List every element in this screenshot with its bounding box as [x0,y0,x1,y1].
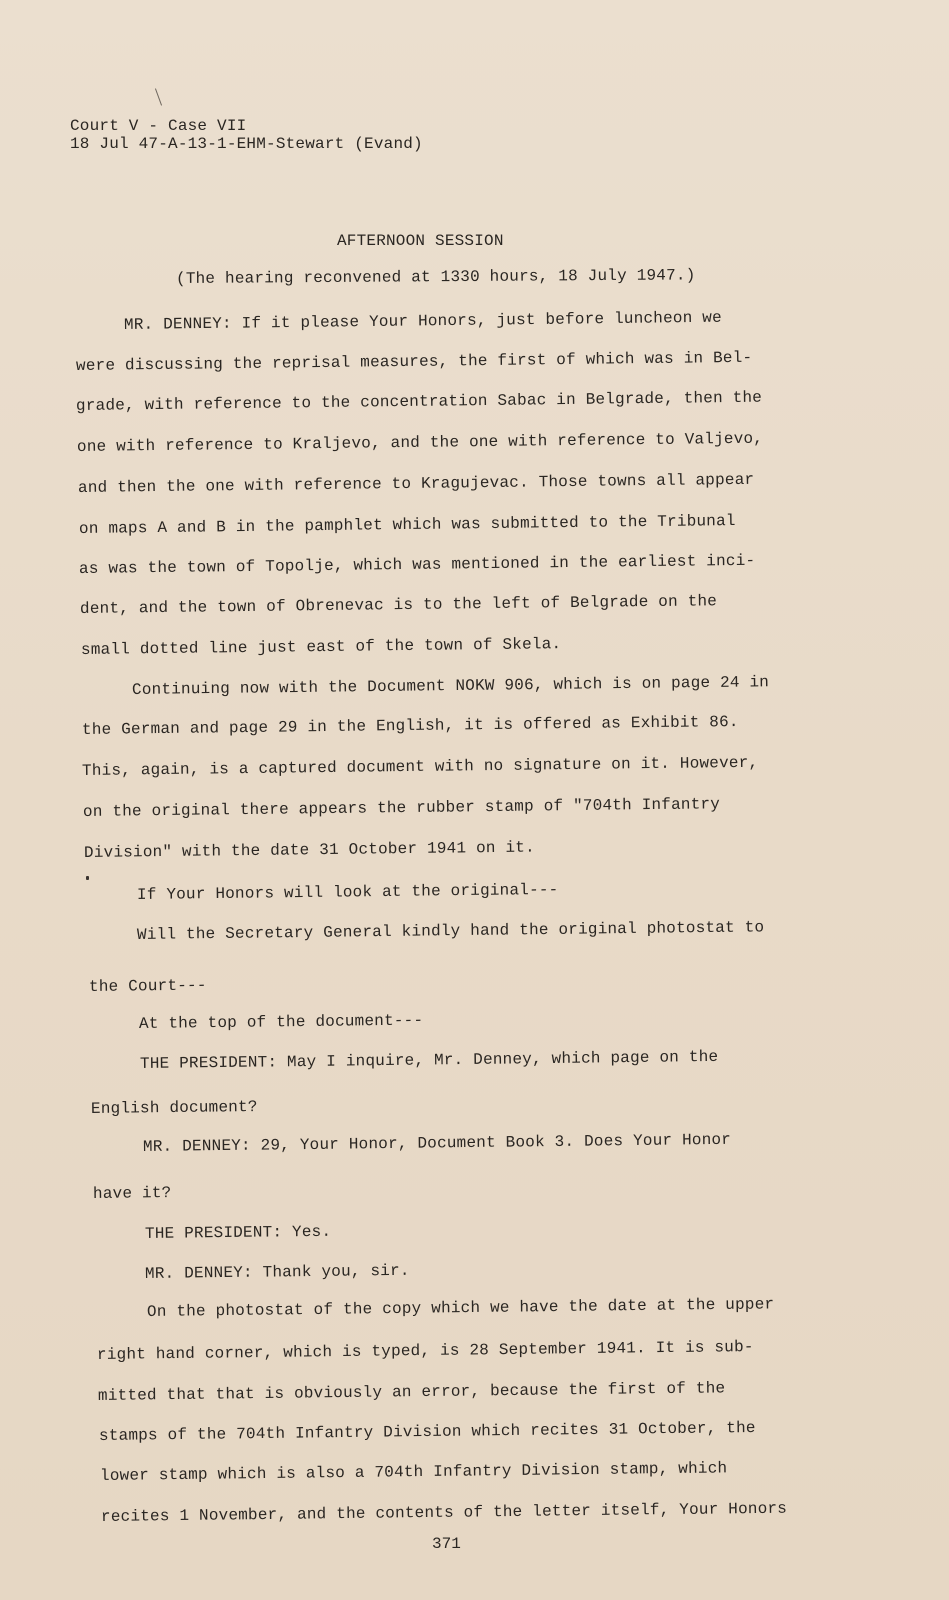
transcript-line: have it? [92,1184,172,1203]
transcript-line: recites 1 November, and the contents of the letter itself, Your Honors [100,1499,788,1526]
transcript-line: on the original there appears the rubber stamp of "704th Infantry [82,795,721,821]
transcript-line: THE PRESIDENT: May I inquire, Mr. Denney, which page on the [139,1047,719,1073]
pen-mark [155,88,162,105]
transcript-line: Continuing now with the Document NOKW 906, which is on page 24 in [131,673,770,699]
transcript-line: stamps of the 704th Infantry Division which recites 31 October, the [98,1418,756,1445]
transcript-line: right hand corner, which is typed, is 28 September 1941. It is sub- [96,1337,754,1364]
transcript-line: the Court--- [88,976,207,996]
ink-dot [86,876,89,880]
transcript-line: MR. DENNEY: Thank you, sir. [144,1261,410,1283]
transcript-line: Will the Secretary General kindly hand the original photostat to [136,918,765,944]
transcript-line: grade, with reference to the concentration Sabac in Belgrade, then the [75,388,763,415]
header-case: Court V - Case VII [70,117,247,135]
session-title: AFTERNOON SESSION [337,232,504,250]
opening-note: (The hearing reconvened at 1330 hours, 18 July 1947.) [175,266,696,288]
transcript-line: THE PRESIDENT: Yes. [144,1222,332,1243]
transcript-line: the German and page 29 in the English, it is offered as Exhibit 86. [81,712,739,739]
transcript-line: At the top of the document--- [138,1011,424,1033]
transcript-line: small dotted line just east of the town of Skela. [80,635,562,659]
transcript-line: were discussing the reprisal measures, the first of which was in Bel- [75,348,753,375]
transcript-line: and then the one with reference to Kragujevac. Those towns all appear [77,470,755,497]
transcript-line: lower stamp which is also a 704th Infantry Division stamp, which [99,1459,728,1485]
transcript-line: English document? [90,1097,258,1118]
transcript-line: on maps A and B in the pamphlet which was submitted to the Tribunal [78,511,736,538]
transcript-line: mitted that that is obviously an error, because the first of the [97,1379,726,1405]
transcript-line: MR. DENNEY: If it please Your Honors, just before luncheon we [123,308,722,334]
transcript-line: dent, and the town of Obrenevac is to the left of Belgrade on the [79,592,718,618]
transcript-line: Division" with the date 31 October 1941 on it. [83,838,535,862]
page-number: 371 [432,1535,461,1553]
transcript-line: one with reference to Kraljevo, and the one with reference to Valjevo, [76,429,764,456]
transcript-line: MR. DENNEY: 29, Your Honor, Document Book 3. Does Your Honor [142,1130,732,1156]
transcript-line: as was the town of Topolje, which was mentioned in the earliest inci- [78,551,756,578]
transcript-line: On the photostat of the copy which we have the date at the upper [146,1295,775,1321]
transcript-line: This, again, is a captured document with no signature on it. However, [81,753,759,780]
transcript-line: If Your Honors will look at the original--- [136,880,559,904]
header-reference: 18 Jul 47-A-13-1-EHM-Stewart (Evand) [70,135,423,153]
